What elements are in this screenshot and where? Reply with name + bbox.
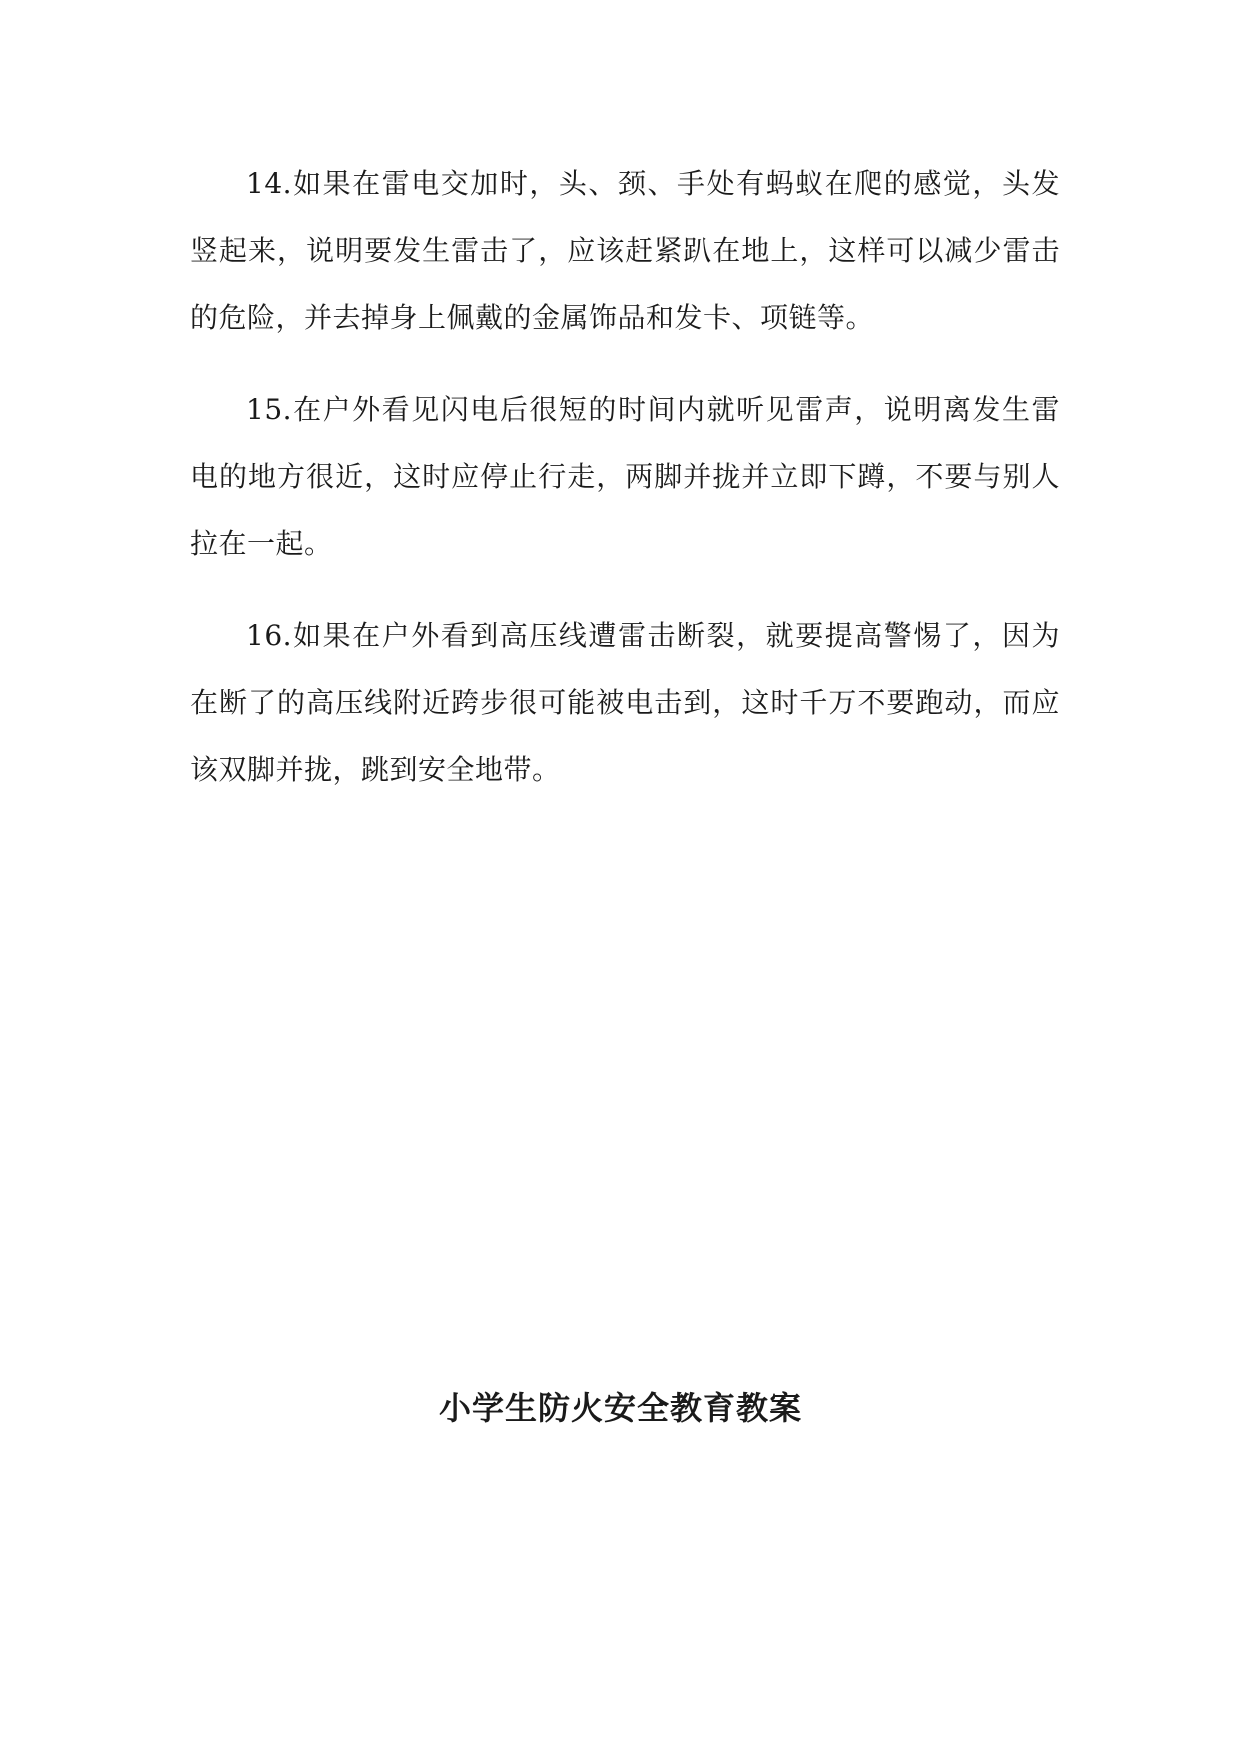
paragraph-15 (190, 376, 1060, 577)
paragraph-text: 如果在户外看到高压线遭雷击断裂，就要提高警惕了，因为在断了的高压线附近跨步很可能被电击到，这时千万不要跑动，而应该双脚并拢，跳到安全地带。 (190, 619, 1060, 786)
paragraph-14 (190, 150, 1060, 351)
paragraph-text: 在户外看见闪电后很短的时间内就听见雷声，说明离发生雷电的地方很近，这时应停止行走，两脚并拢并立即下蹲，不要与别人拉在一起。 (190, 393, 1060, 560)
paragraph-number: 16. (246, 619, 293, 652)
paragraph-number: 15. (246, 393, 293, 426)
section-heading: 小学生防火安全教育教案 (438, 1389, 802, 1427)
paragraph-number: 14. (246, 167, 293, 200)
paragraph-text: 如果在雷电交加时，头、颈、手处有蚂蚁在爬的感觉，头发竖起来，说明要发生雷击了，应该赶紧趴在地上，这样可以减少雷击的危险，并去掉身上佩戴的金属饰品和发卡、项链等。 (190, 167, 1060, 334)
paragraph-16 (190, 602, 1060, 803)
